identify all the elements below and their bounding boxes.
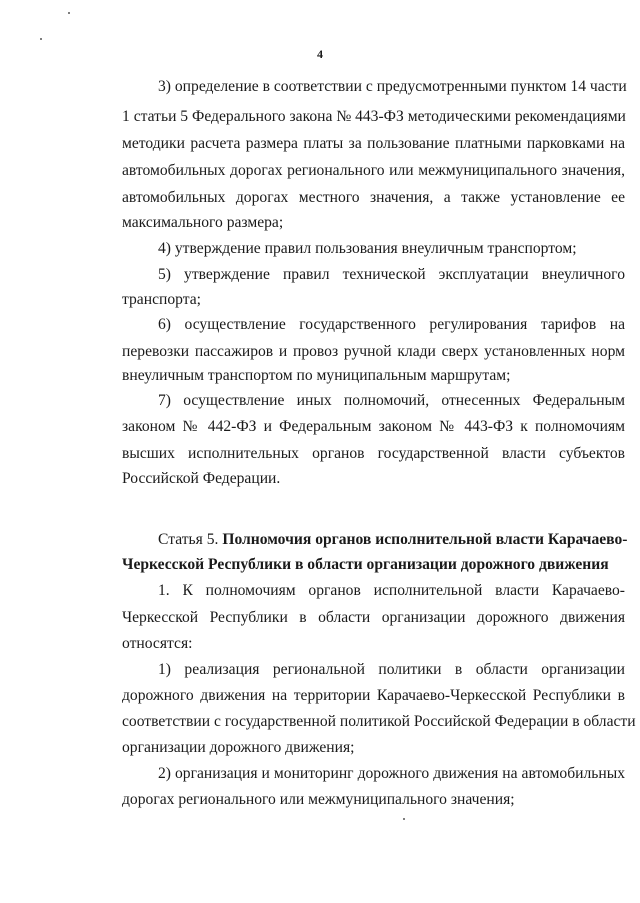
text-line: автомобильных дорогах регионального или межмуниципального значения, [122,162,625,179]
page-number: 4 [317,47,323,61]
text-line: автомобильных дорогах местного значения, а также установление ее [122,189,625,206]
text-line: законом № 442-ФЗ и Федеральным законом № 443-ФЗ к полномочиям [122,418,625,435]
text-line: высших исполнительных органов государственной власти субъектов [122,445,625,462]
text-line: дорожного движения на территории Карачаево-Черкесской Республики в [122,687,625,704]
scan-speck [40,38,42,40]
text-line: перевозки пассажиров и провоз ручной клади сверх установленных норм [122,343,625,360]
text-line: 4) утверждение правил пользования внеуличным транспортом; [158,240,577,257]
text-line: 3) определение в соответствии с предусмотренными пунктом 14 части [158,78,627,95]
text-line: внеуличным транспортом по муниципальным маршрутам; [122,367,511,384]
article-heading-title: Полномочия органов исполнительной власти Карачаево- [222,531,628,548]
text-line: 2) организация и мониторинг дорожного движения на автомобильных [158,765,625,782]
article-heading-title-continued: Черкесской Республики в области организации дорожного движения [122,556,609,573]
article-heading [158,530,628,549]
text-line: 1) реализация региональной политики в области организации [158,661,625,678]
text-line: максимального размера; [122,214,284,231]
text-line: 5) утверждение правил технической эксплуатации внеуличного [158,266,625,283]
text-line: Черкесской Республики в области организации дорожного движения [122,609,625,626]
text-line: 1. К полномочиям органов исполнительной власти Карачаево- [158,582,625,599]
text-line: 1 статьи 5 Федерального закона № 443-ФЗ методическими рекомендациями [122,108,626,125]
text-line: 7) осуществление иных полномочий, отнесенных Федеральным [158,392,625,409]
text-line: соответствии с государственной политикой Российской Федерации в области [122,713,636,730]
article-heading-prefix: Статья 5. [158,531,223,548]
text-line: организации дорожного движения; [122,739,355,756]
scan-speck [68,12,70,14]
text-line: дорогах регионального или межмуниципального значения; [122,791,515,808]
text-line: 6) осуществление государственного регулирования тарифов на [158,316,625,333]
text-line: относятся: [122,635,193,652]
text-line: Российской Федерации. [122,470,281,487]
text-line: методики расчета размера платы за пользование платными парковками на [122,135,625,152]
text-line: транспорта; [122,291,201,308]
scan-speck [403,818,405,820]
article-heading-continued [122,555,625,574]
